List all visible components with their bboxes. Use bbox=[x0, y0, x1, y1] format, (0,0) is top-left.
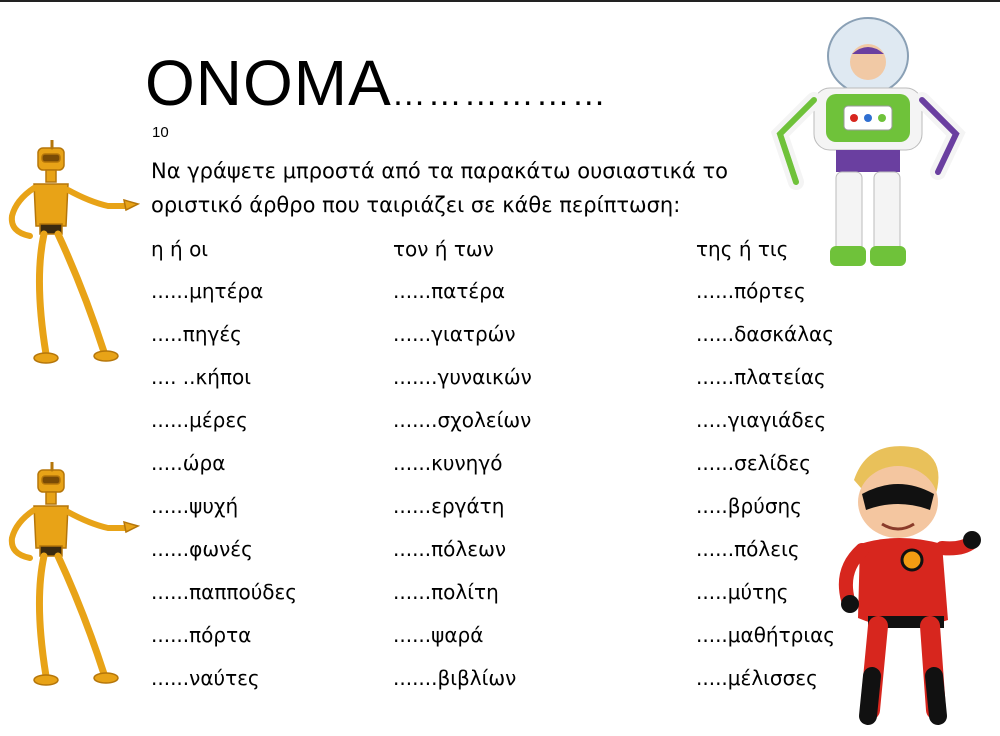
list-item: ......μητέρα bbox=[151, 279, 264, 303]
instructions-line-1: Να γράψετε μπροστά από τα παρακάτω ουσιαστικά το bbox=[151, 159, 729, 183]
column-3 bbox=[696, 234, 835, 706]
column-1 bbox=[151, 234, 297, 706]
robot-illustration-bottom bbox=[4, 462, 140, 690]
list-item: ......πλατείας bbox=[696, 365, 826, 389]
list-item: ......δασκάλας bbox=[696, 322, 834, 346]
instructions-line-2: οριστικό άρθρο που ταιριάζει σε κάθε περίπτωση: bbox=[151, 193, 681, 217]
list-item: ......πολίτη bbox=[393, 580, 499, 604]
list-item: .....μύτης bbox=[696, 580, 789, 604]
list-item: .....μέλισσες bbox=[696, 666, 818, 690]
list-item: .....μαθήτριας bbox=[696, 623, 836, 647]
name-blank-dots: ……………… bbox=[391, 75, 608, 113]
exercise-number: 10 bbox=[152, 124, 169, 141]
superhero-kid-illustration bbox=[838, 440, 982, 730]
column-header: τον ή των bbox=[393, 237, 494, 261]
list-item: .......γυναικών bbox=[393, 365, 532, 389]
list-item: ......πόρτα bbox=[151, 623, 252, 647]
robot-illustration-top bbox=[4, 140, 140, 368]
list-item: .......βιβλίων bbox=[393, 666, 517, 690]
column-header: της ή τις bbox=[696, 237, 789, 261]
instructions bbox=[151, 154, 791, 222]
space-ranger-illustration bbox=[766, 14, 972, 276]
column-2 bbox=[393, 234, 532, 706]
list-item: ......πόρτες bbox=[696, 279, 806, 303]
list-item: ......πόλεις bbox=[696, 537, 800, 561]
list-item: ......εργάτη bbox=[393, 494, 505, 518]
list-item: .....γιαγιάδες bbox=[696, 408, 827, 432]
list-item: ......ναύτες bbox=[151, 666, 260, 690]
list-item: ......πατέρα bbox=[393, 279, 506, 303]
list-item: ......ψαρά bbox=[393, 623, 484, 647]
page-title bbox=[145, 44, 608, 133]
column-header: η ή οι bbox=[151, 237, 209, 261]
list-item: ......ψυχή bbox=[151, 494, 239, 518]
list-item: ......παππούδες bbox=[151, 580, 298, 604]
list-item: ......γιατρών bbox=[393, 322, 516, 346]
list-item: .......σχολείων bbox=[393, 408, 532, 432]
list-item: .....πηγές bbox=[151, 322, 242, 346]
list-item: ......σελίδες bbox=[696, 451, 812, 475]
top-border-line bbox=[0, 0, 1000, 2]
list-item: ......πόλεων bbox=[393, 537, 506, 561]
list-item: ......μέρες bbox=[151, 408, 248, 432]
list-item: .... ..κήποι bbox=[151, 365, 252, 389]
list-item: ......φωνές bbox=[151, 537, 253, 561]
title-label: ΟΝΟΜΑ bbox=[145, 47, 392, 119]
list-item: .....βρύσης bbox=[696, 494, 802, 518]
list-item: .....ώρα bbox=[151, 451, 226, 475]
list-item: ......κυνηγό bbox=[393, 451, 503, 475]
